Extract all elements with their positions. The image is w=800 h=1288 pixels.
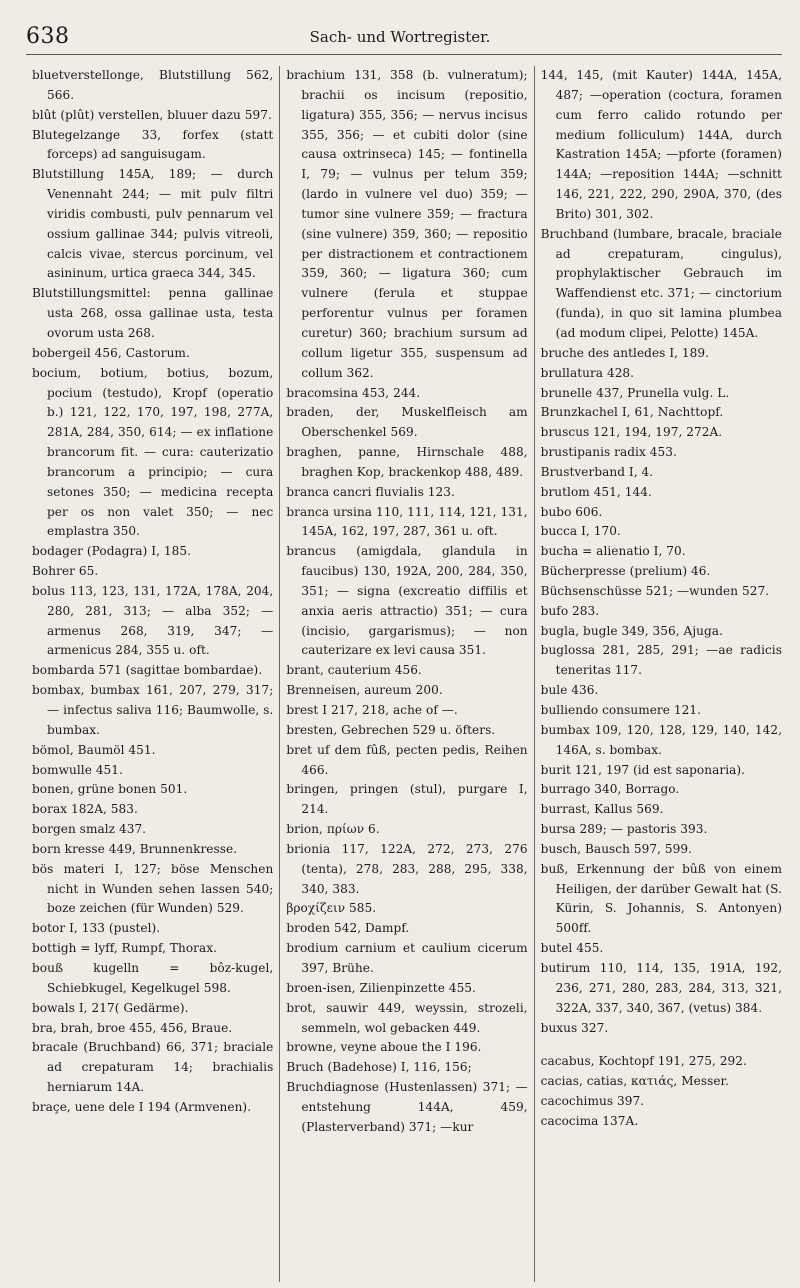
index-entry: brionia 117, 122A, 272, 273, 276 (tenta), 278, 283, 288, 295, 338, 340, 383. <box>286 841 528 896</box>
index-entry: bouß kugelln = bôz-kugel, Schiebkugel, Kegelkugel 598. <box>32 960 274 995</box>
index-entry: bubo 606. <box>540 504 603 519</box>
index-entry: bursa 289; — pastoris 393. <box>540 822 708 837</box>
index-entry: bowals I, 217( Gedärme). <box>32 1000 189 1015</box>
index-entry: brant, cauterium 456. <box>286 663 422 678</box>
index-column-right <box>534 66 788 1282</box>
index-entry: bugla, bugle 349, 356, Ajuga. <box>540 623 723 638</box>
index-entry: brunelle 437, Prunella vulg. L. <box>540 385 730 400</box>
index-entry: brullatura 428. <box>540 365 635 380</box>
index-entry: Büchsenschüsse 521; —wunden 527. <box>540 583 770 598</box>
index-entry: buglossa 281, 285, 291; —ae radicis teneritas 117. <box>540 643 782 678</box>
index-entry: bruscus 121, 194, 197, 272A. <box>540 425 723 440</box>
index-entry: bra, brah, broe 455, 456, Braue. <box>32 1020 233 1035</box>
index-entry: broen-isen, Zilienpinzette 455. <box>286 980 476 995</box>
index-entry: brot, sauwir 449, weyssin, strozeli, semmeln, wol gebacken 449. <box>286 1000 528 1035</box>
index-entry: braçe, uene dele I 194 (Armvenen). <box>32 1099 252 1114</box>
index-entry: brodium carnium et caulium cicerum 397, Brühe. <box>286 941 528 975</box>
index-entry: bottigh = lyff, Rumpf, Thorax. <box>32 941 218 956</box>
index-entry: cacias, catias, κατιάς, Messer. <box>540 1074 729 1089</box>
index-entry: braghen, panne, Hirnschale 488, braghen Kop, brackenkop 488, 489. <box>286 445 528 479</box>
index-entry: borgen smalz 437. <box>32 822 147 837</box>
index-entry: Bruchdiagnose (Hustenlassen) 371; —entstehung 144A, 459, (Plasterverband) 371; —kur <box>286 1080 528 1134</box>
index-entry: bobergeil 456, Castorum. <box>32 345 190 360</box>
index-entry: Bruchband (lumbare, bracale, braciale ad crepaturam, cingulus), prophylaktischer Gebrauch im Waffendienst etc. 371; — cinctorium (funda), in quo sit lamina plumbea (ad modum clipei, Pelotte) 145A. <box>540 226 782 340</box>
index-entry: browne, veyne aboue the I 196. <box>286 1040 482 1055</box>
index-entry: bucca I, 170. <box>540 524 621 539</box>
index-entry: βροχίζειν 585. <box>286 901 377 916</box>
index-entry: bolus 113, 123, 131, 172A, 178A, 204, 280, 281, 313; — alba 352; — armenus 268, 319, 347; — armenicus 284, 355 u. oft. <box>32 583 274 658</box>
index-entry: bonen, grüne bonen 501. <box>32 782 188 797</box>
index-entry: bombax, bumbax 161, 207, 279, 317; — infectus saliva 116; Baumwolle, s. bumbax. <box>32 683 274 737</box>
index-entry: brest I 217, 218, ache of —. <box>286 703 458 717</box>
index-entry: blût (plût) verstellen, bluuer dazu 597. <box>32 107 272 122</box>
index-entry: bodager (Podagra) I, 185. <box>32 544 192 559</box>
index-entry: burrago 340, Borrago. <box>540 782 680 797</box>
index-entry: Brustverband I, 4. <box>540 464 654 479</box>
index-entry: bresten, Gebrechen 529 u. öfters. <box>286 722 496 737</box>
index-entry: cacocima 137A. <box>540 1113 639 1128</box>
index-entry: bret uf dem fûß, pecten pedis, Reihen 466. <box>286 742 528 777</box>
index-entry: buß, Erkennung der bûß von einem Heiligen, der darüber Gewalt hat (S. Kürin, S. Johannis, S. Antonyen) 500ff. <box>540 861 782 936</box>
index-column-middle <box>279 66 533 1282</box>
index-entry: braden, der, Muskelfleisch am Oberschenkel 569. <box>286 405 528 440</box>
index-entry: bringen, pringen (stul), purgare I, 214. <box>286 782 528 817</box>
index-entry: Blutegelzange 33, forfex (statt forceps) ad sanguisugam. <box>32 127 274 162</box>
index-entry: bocium, botium, botius, bozum, pocium (testudo), Kropf (operatio b.) 121, 122, 170, 197, 198, 277A, 281A, 284, 350, 614; — ex inflatione brancorum fit. — cura: cauterizatio brancorum a principio; — cura setones 350; — medicina recepta per os non valet 350; — nec emplastra 350. <box>32 365 274 539</box>
index-entry: bömol, Baumöl 451. <box>32 742 156 757</box>
index-entry: Bücherpresse (prelium) 46. <box>540 564 711 579</box>
index-entry: Bohrer 65. <box>32 564 99 579</box>
index-entry: bombarda 571 (sagittae bombardae). <box>32 663 263 678</box>
index-entry: brutlom 451, 144. <box>540 484 652 499</box>
index-entry: bufo 283. <box>540 603 600 618</box>
index-entry: bös materi I, 127; böse Menschen nicht in Wunden sehen lassen 540; boze zeichen (für Wunden) 529. <box>32 861 274 916</box>
index-column-left <box>26 66 279 1282</box>
index-entry: cacabus, Kochtopf 191, 275, 292. <box>540 1054 747 1069</box>
index-entry: botor I, 133 (pustel). <box>32 921 161 936</box>
index-entry: Blutstillungsmittel: penna gallinae usta 268, ossa gallinae usta, testa ovorum usta 268. <box>32 286 274 340</box>
index-entry: bumbax 109, 120, 128, 129, 140, 142, 146A, s. bombax. <box>540 722 782 757</box>
index-entry: bracale (Bruchband) 66, 371; braciale ad crepaturam 14; brachialis herniarum 14A. <box>32 1040 274 1095</box>
index-entry: bracomsina 453, 244. <box>286 385 421 400</box>
index-entry: brachium 131, 358 (b. vulneratum); brachii os incisum (repositio, ligatura) 355, 356; — nervus incisus 355, 356; — et cubiti dolor (sine causa oxtrinseca) 145; — fontinella I, 79; — vulnus per telum 359; (lardo in vulnere vel duo) 359; — tumor sine vulnere 359; — fractura (sine vulnere) 359, 360; — repositio per distractionem et contractionem 359, 360; — ligatura 360; cum vulnere (ferula et stuppae perforentur vulnus per foramen curetur) 360; brachium sursum ad collum ligetur 355, suspensum ad collum 362. <box>286 68 528 380</box>
index-entry: burit 121, 197 (id est saponaria). <box>540 762 746 777</box>
index-entry: born kresse 449, Brunnenkresse. <box>32 841 238 856</box>
index-entry: broden 542, Dampf. <box>286 921 410 936</box>
index-entry: Bruch (Badehose) I, 116, 156; <box>286 1060 472 1075</box>
running-head: Sach- und Wortregister. <box>309 28 491 46</box>
index-entry: brancus (amigdala, glandula in faucibus) 130, 192A, 200, 284, 350, 351; — signa (excreatio diffilis et anxia aeris attractio) 351; — cura (incisio, gargarismus); — non cauterizare ex levi causa 351. <box>286 544 528 658</box>
index-entry: bucha = alienatio I, 70. <box>540 544 686 559</box>
index-entry: brion, πρίων 6. <box>286 822 380 837</box>
index-entry: bruche des antledes I, 189. <box>540 345 710 360</box>
index-entry: Brenneisen, aureum 200. <box>286 683 443 698</box>
index-entry: bomwulle 451. <box>32 762 123 777</box>
index-entry: bulliendo consumere 121. <box>540 703 701 717</box>
header-rule <box>26 54 782 55</box>
index-entry: butirum 110, 114, 135, 191A, 192, 236, 271, 280, 283, 284, 313, 321, 322A, 337, 340, 367, (vetus) 384. <box>540 960 782 1015</box>
index-entry: Brunzkachel I, 61, Nachttopf. <box>540 405 724 420</box>
index-entry: Blutstillung 145A, 189; — durch Venennaht 244; — mit pulv filtri viridis combusti, pulv pennarum vel ossium gallinae 344; pulvis vitreoli, calcis vivae, stercus porcinum, vel asininum, urtica graeca 344, 345. <box>32 167 274 281</box>
index-entry: burrast, Kallus 569. <box>540 802 664 817</box>
index-entry: bluetverstellonge, Blutstillung 562, 566. <box>32 68 274 102</box>
index-entry: 144, 145, (mit Kauter) 144A, 145A, 487; —operation (coctura, foramen cum ferro calido rotundo per medium folliculum) 144A, durch Kastration 145A; —pforte (foramen) 144A; —reposition 144A; —schnitt 146, 221, 222, 290, 290A, 370, (des Brito) 301, 302. <box>540 68 782 221</box>
index-entry: buxus 327. <box>540 1020 609 1035</box>
index-entry: branca ursina 110, 111, 114, 121, 131, 145A, 162, 197, 287, 361 u. oft. <box>286 504 528 539</box>
index-entry: bule 436. <box>540 683 599 698</box>
index-entry: busch, Bausch 597, 599. <box>540 841 692 856</box>
page-number: 638 <box>26 24 70 49</box>
index-columns <box>26 66 788 1282</box>
index-entry: butel 455. <box>540 941 604 956</box>
index-entry: branca cancri fluvialis 123. <box>286 484 455 499</box>
index-entry: brustipanis radix 453. <box>540 445 677 460</box>
index-entry: borax 182A, 583. <box>32 802 138 817</box>
index-entry: cacochimus 397. <box>540 1094 645 1109</box>
